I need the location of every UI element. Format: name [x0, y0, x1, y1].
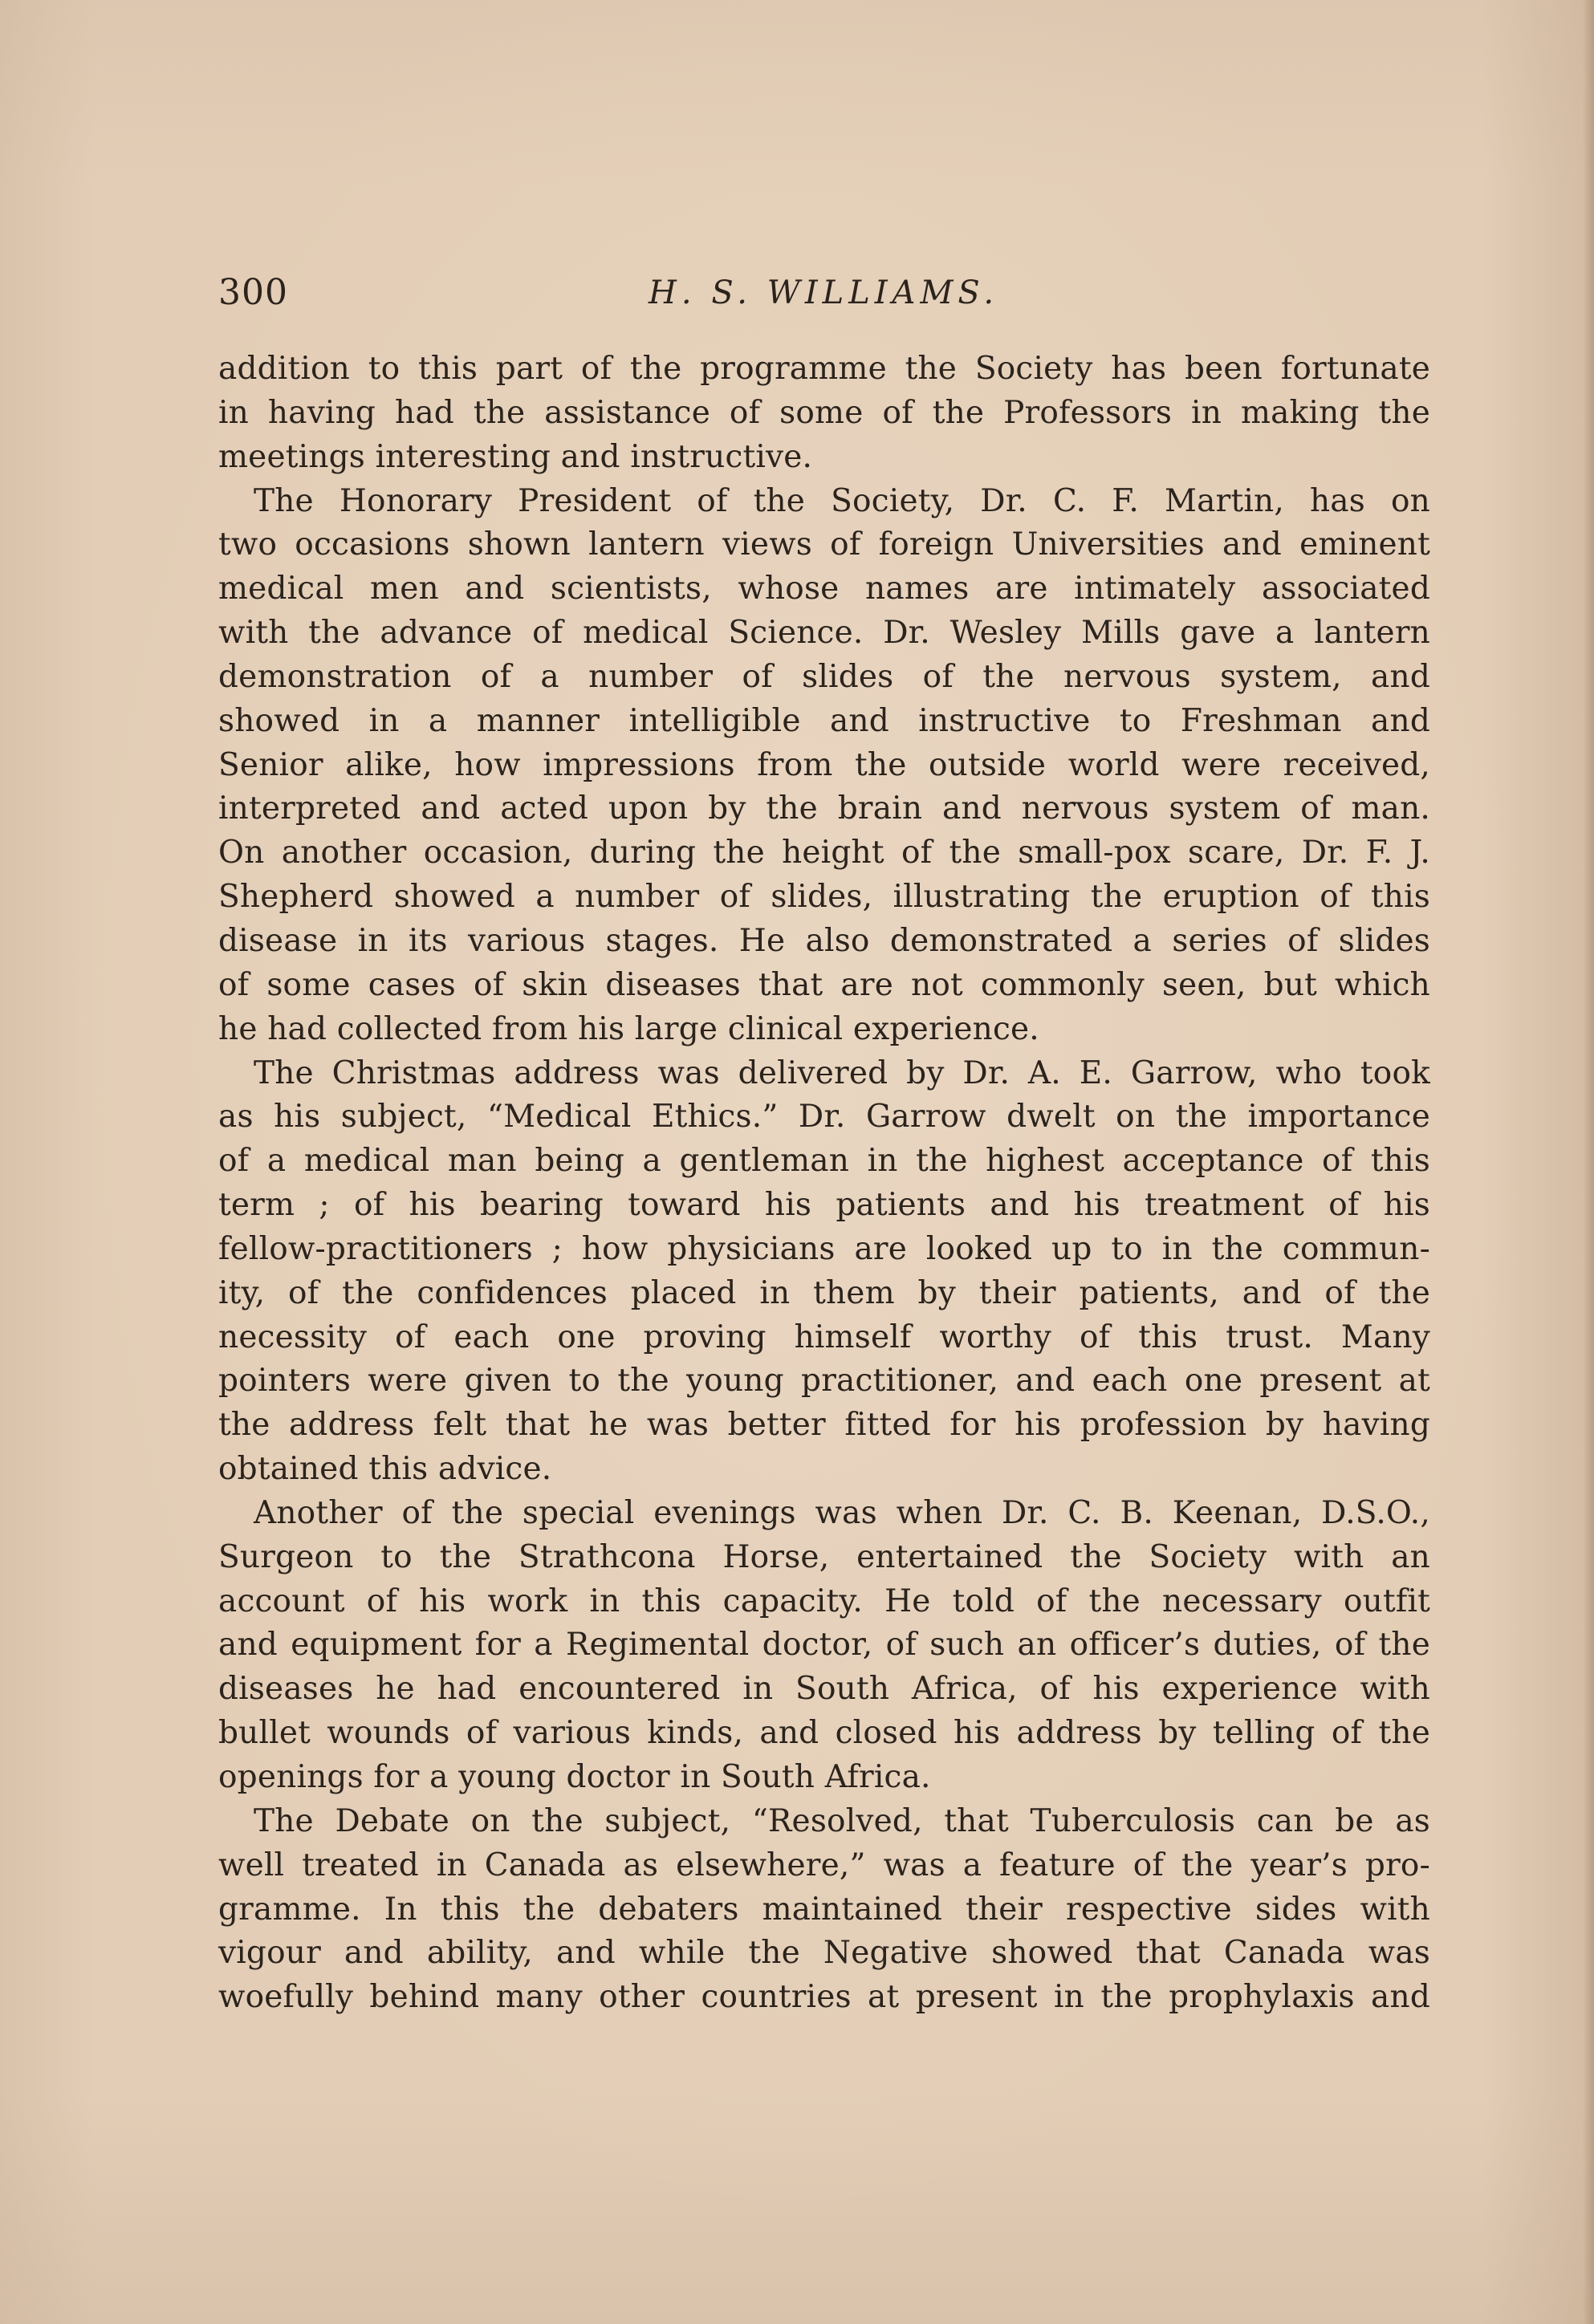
text-line: woefully behind many other countries at present in the prophylaxis and [218, 1979, 1430, 2016]
page-number: 300 [218, 272, 288, 313]
page-edge-shadow [1583, 0, 1594, 2324]
paragraph-first-line: The Debate on the subject, “Resolved, that Tuberculosis can be as [254, 1802, 1430, 1839]
text-line: On another occasion, during the height of the small-pox scare, Dr. F. J. [218, 835, 1430, 872]
text-line: gramme. In this the debaters maintained their respective sides with [218, 1891, 1430, 1928]
text-line: Surgeon to the Strathcona Horse, entertained the Society with an [218, 1538, 1430, 1575]
text-line: fellow-practitioners ; how physicians are looked up to in the commun- [218, 1230, 1430, 1267]
running-head: H. S. WILLIAMS. [649, 274, 999, 311]
text-line: bullet wounds of various kinds, and closed his address by telling of the [218, 1715, 1430, 1752]
text-line: openings for a young doctor in South Africa. [218, 1759, 931, 1795]
text-line: addition to this part of the programme the Society has been fortunate [218, 351, 1430, 387]
text-line: interpreted and acted upon by the brain and nervous system of man. [218, 790, 1430, 827]
text-line: in having had the assistance of some of the Professors in making the [218, 394, 1430, 431]
text-line: meetings interesting and instructive. [218, 438, 813, 475]
text-line: of a medical man being a gentleman in the highest acceptance of this [218, 1143, 1430, 1180]
text-line: demonstration of a number of slides of the nervous system, and [218, 658, 1430, 695]
paragraph-first-line: The Honorary President of the Society, Dr. C. F. Martin, has on [254, 482, 1430, 519]
text-line: and equipment for a Regimental doctor, of such an officer’s duties, of the [218, 1627, 1430, 1664]
text-line: he had collected from his large clinical experience. [218, 1010, 1039, 1047]
text-line: ity, of the confidences placed in them by their patients, and of the [218, 1274, 1430, 1311]
text-line: well treated in Canada as elsewhere,” was a feature of the year’s pro- [218, 1847, 1430, 1883]
text-line: showed in a manner intelligible and instructive to Freshman and [218, 702, 1430, 739]
text-line: two occasions shown lantern views of foreign Universities and eminent [218, 526, 1430, 563]
body-text [218, 347, 1430, 2020]
text-line: medical men and scientists, whose names are intimately associated [218, 571, 1430, 607]
text-line: with the advance of medical Science. Dr. Wesley Mills gave a lantern [218, 615, 1430, 652]
text-line: the address felt that he was better fitted for his profession by having [218, 1407, 1430, 1444]
text-line: vigour and ability, and while the Negative showed that Canada was [218, 1935, 1430, 1972]
paragraph-first-line: The Christmas address was delivered by Dr. A. E. Garrow, who took [254, 1054, 1430, 1091]
page-header [218, 269, 1430, 317]
text-line: diseases he had encountered in South Africa, of his experience with [218, 1671, 1430, 1708]
text-line: Senior alike, how impressions from the outside world were received, [218, 746, 1430, 783]
text-line: Shepherd showed a number of slides, illustrating the eruption of this [218, 879, 1430, 916]
text-line: disease in its various stages. He also demonstrated a series of slides [218, 922, 1430, 959]
text-line: term ; of his bearing toward his patients and his treatment of his [218, 1187, 1430, 1224]
paragraph-first-line: Another of the special evenings was when Dr. C. B. Keenan, D.S.O., [254, 1494, 1430, 1531]
text-line: necessity of each one proving himself worthy of this trust. Many [218, 1318, 1430, 1355]
text-line: obtained this advice. [218, 1451, 552, 1488]
text-line: pointers were given to the young practitioner, and each one present at [218, 1363, 1430, 1400]
text-line: as his subject, “Medical Ethics.” Dr. Garrow dwelt on the importance [218, 1099, 1430, 1136]
text-line: of some cases of skin diseases that are not commonly seen, but which [218, 966, 1430, 1003]
text-line: account of his work in this capacity. He told of the necessary outfit [218, 1583, 1430, 1619]
